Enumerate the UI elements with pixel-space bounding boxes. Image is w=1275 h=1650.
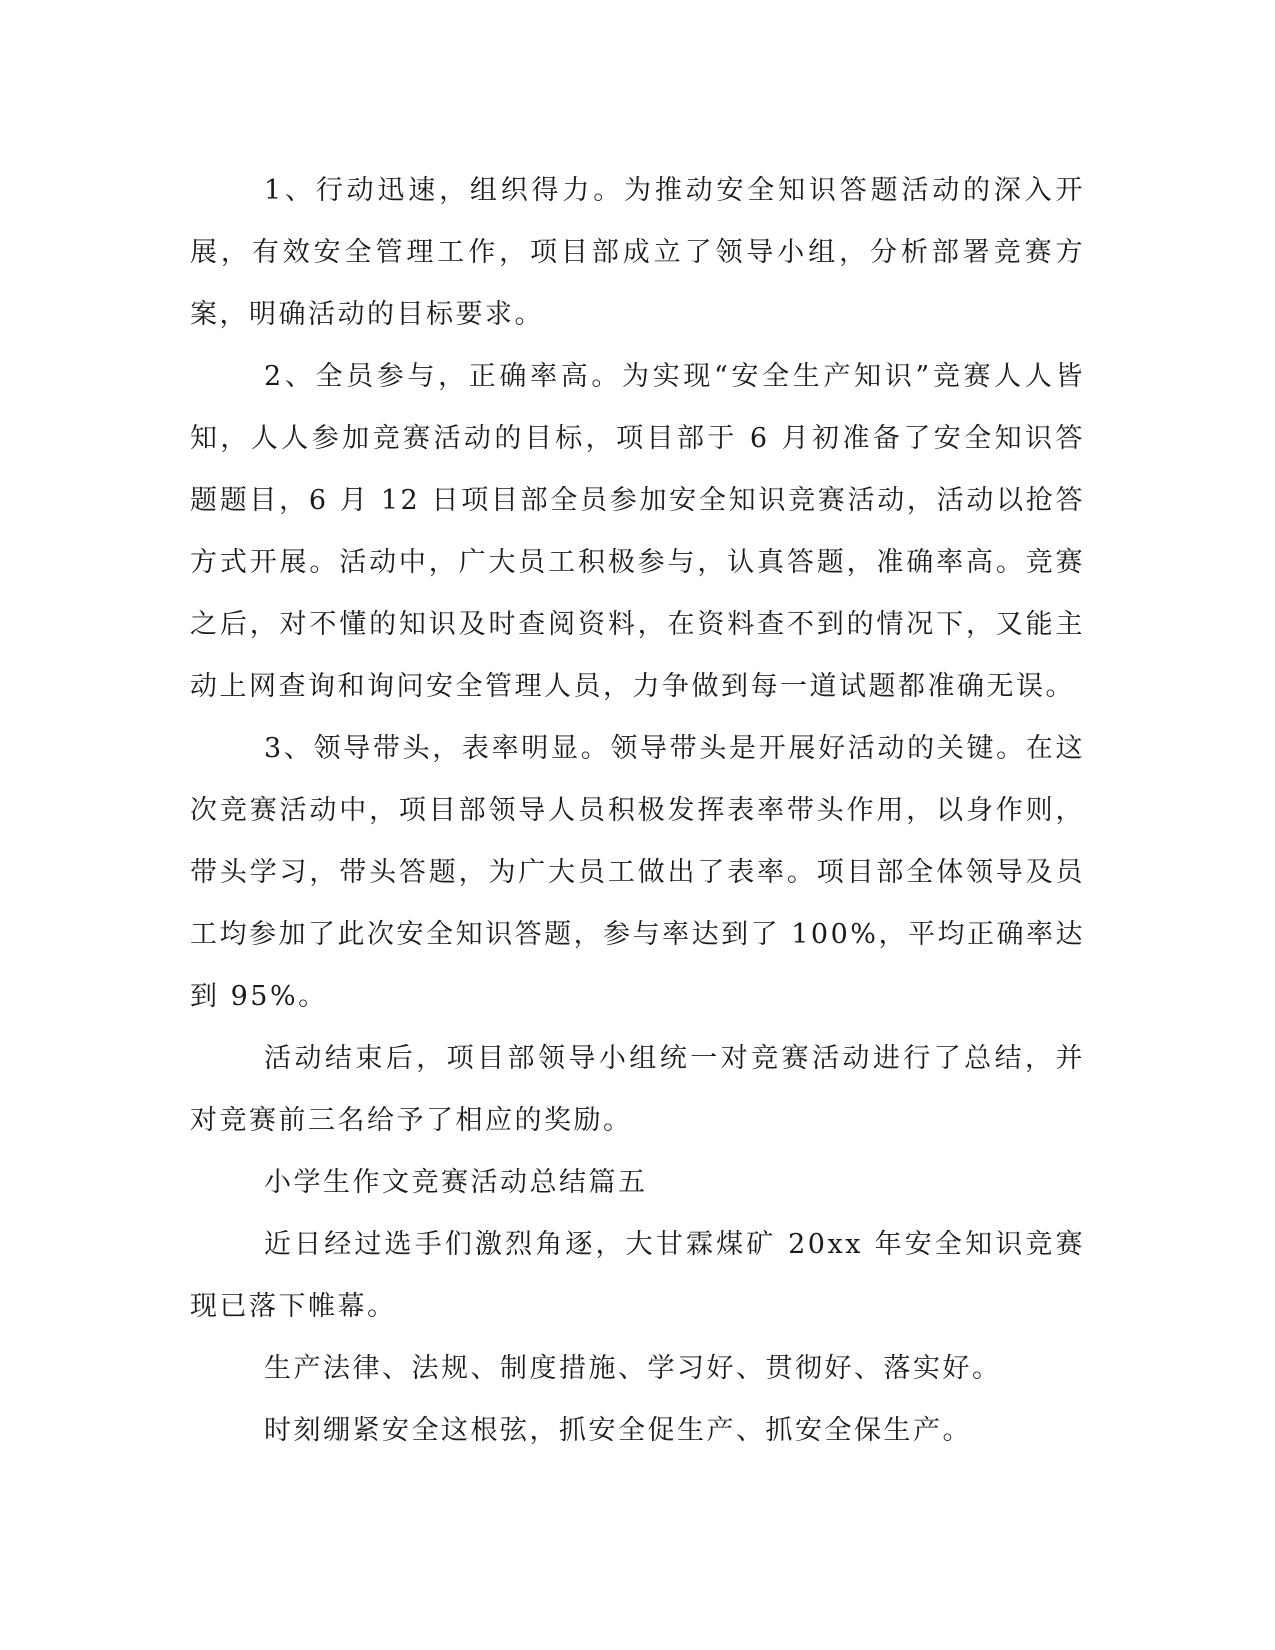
document-body (190, 160, 1085, 1462)
paragraph-action-organization: 1、行动迅速，组织得力。为推动安全知识答题活动的深入开展，有效安全管理工作，项目部成立了领导小组，分析部署竞赛方案，明确活动的目标要求。 (190, 175, 1085, 330)
paragraph-activity-summary: 活动结束后，项目部领导小组统一对竞赛活动进行了总结，并对竞赛前三名给予了相应的奖励。 (190, 1043, 1085, 1136)
paragraph-full-participation: 2、全员参与，正确率高。为实现“安全生产知识”竞赛人人皆知，人人参加竞赛活动的目标，项目部于 6 月初准备了安全知识答题题目，6 月 12 日项目部全员参加安全知识竞赛活动，活动以抢答方式开展。活动中，广大员工积极参与，认真答题，准确率高。竞赛之后，对不懂的知识及时查阅资料，在资料查不到的情况下，又能主动上网查询和询问安全管理人员，力争做到每一道试题都准确无误。 (190, 361, 1085, 702)
paragraph-laws-regulations: 生产法律、法规、制度措施、学习好、贯彻好、落实好。 (264, 1353, 1002, 1384)
paragraph-leadership-example: 3、领导带头，表率明显。领导带头是开展好活动的关键。在这次竞赛活动中，项目部领导人员积极发挥表率带头作用，以身作则，带头学习，带头答题，为广大员工做出了表率。项目部全体领导及员工均参加了此次安全知识答题，参与率达到了 100%，平均正确率达到 95%。 (190, 733, 1085, 1012)
paragraph-competition-ended: 近日经过选手们激烈角逐，大甘霖煤矿 20xx 年安全知识竞赛现已落下帷幕。 (190, 1229, 1085, 1322)
paragraph-safety-production: 时刻绷紧安全这根弦，抓安全促生产、抓安全保生产。 (264, 1415, 972, 1446)
section-title: 小学生作文竞赛活动总结篇五 (264, 1167, 648, 1198)
